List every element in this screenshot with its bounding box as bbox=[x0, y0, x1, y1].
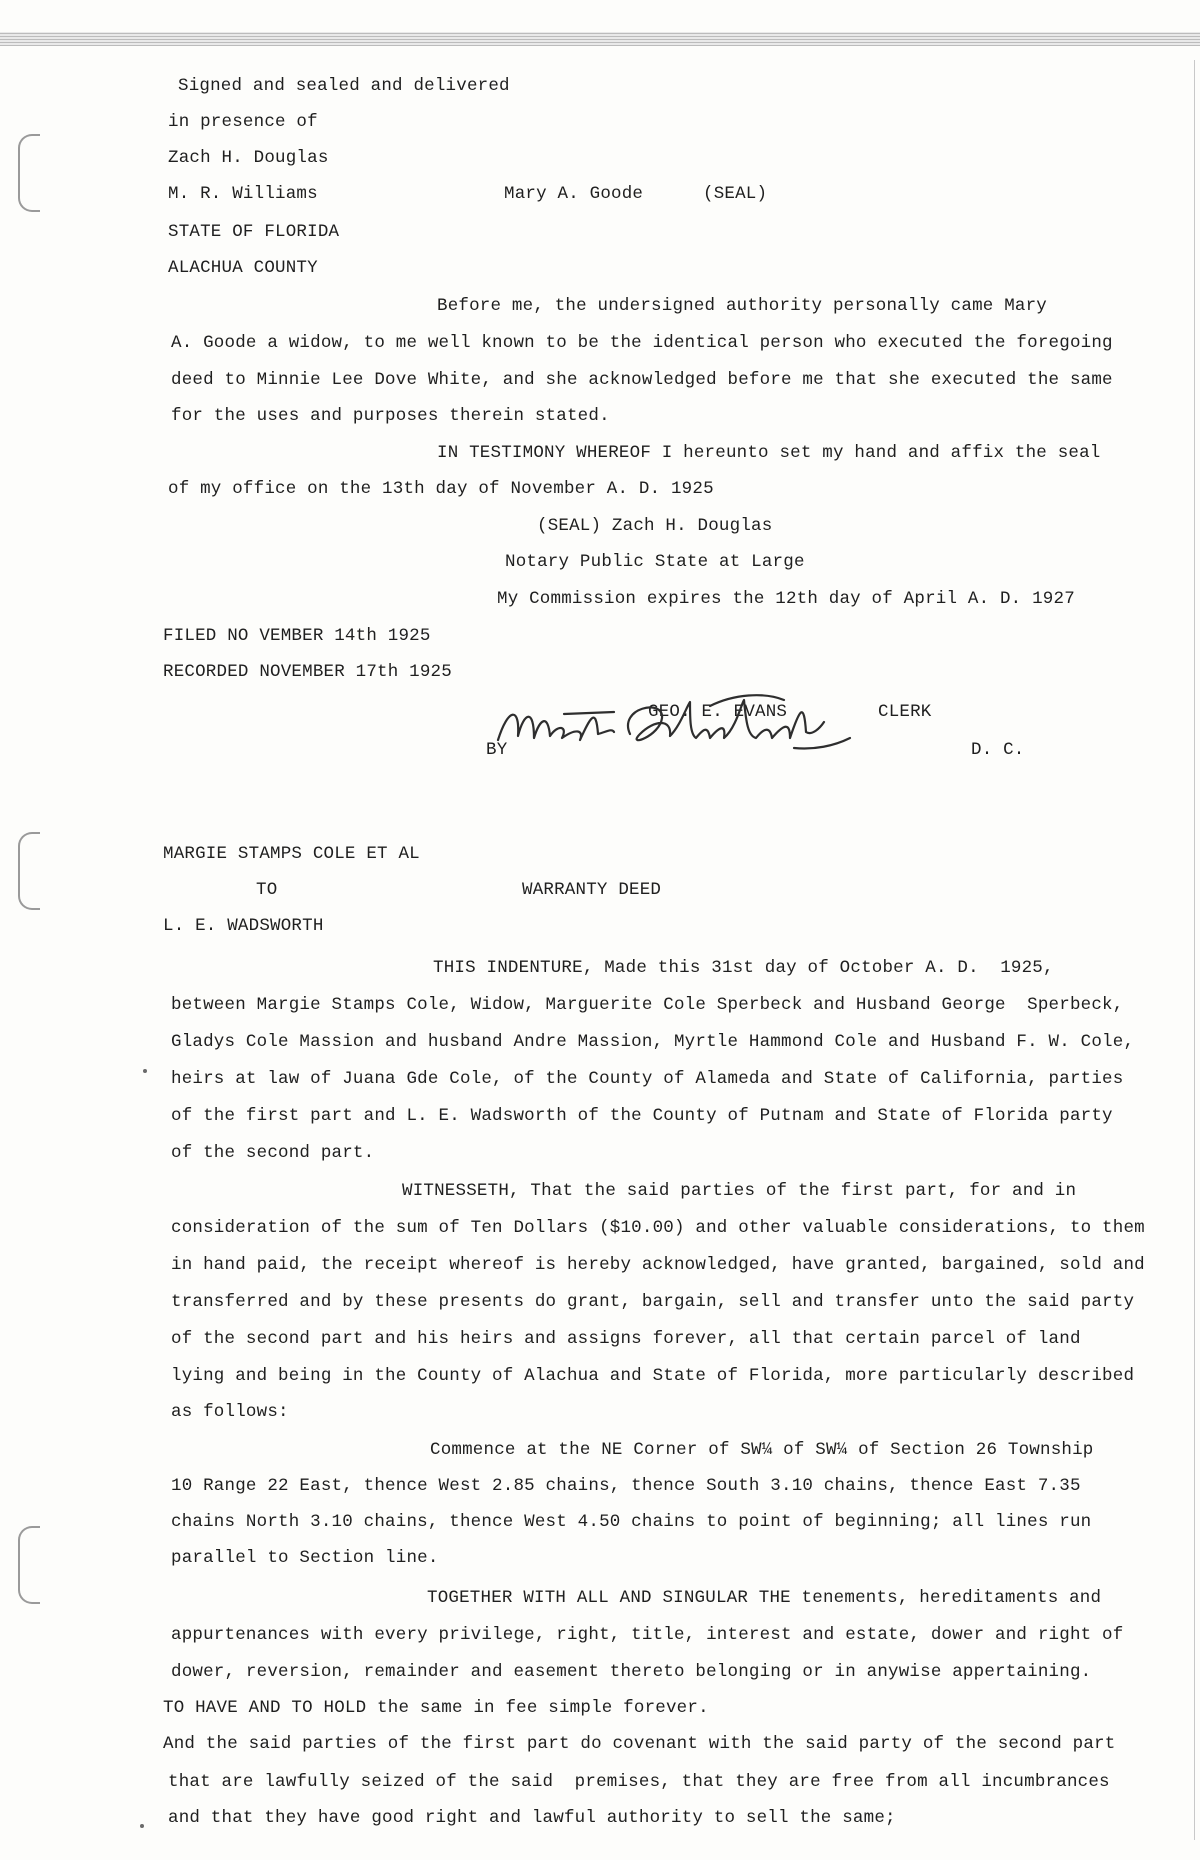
description-line-3: chains North 3.10 chains, thence West 4.50 chains to point of beginning; all lines run bbox=[171, 1512, 1092, 1532]
scan-top-edge bbox=[0, 32, 1200, 46]
clerk-name: GEO. E. EVANS bbox=[648, 702, 788, 722]
indenture-line-1: THIS INDENTURE, Made this 31st day of October A. D. 1925, bbox=[433, 958, 1054, 978]
binding-bracket-bottom bbox=[18, 1526, 40, 1604]
witnesseth-line-4: transferred and by these presents do grant, bargain, sell and transfer unto the said party bbox=[171, 1292, 1135, 1312]
by-label: BY bbox=[486, 740, 508, 760]
indenture-line-5: of the first part and L. E. Wadsworth of the County of Putnam and State of Florida party bbox=[171, 1106, 1113, 1126]
testimony-line: IN TESTIMONY WHEREOF I hereunto set my hand and affix the seal bbox=[437, 443, 1101, 463]
grantee-heading: L. E. WADSWORTH bbox=[163, 916, 324, 936]
indenture-line-3: Gladys Cole Massion and husband Andre Massion, Myrtle Hammond Cole and Husband F. W. Cole, bbox=[171, 1032, 1135, 1052]
witnesseth-line-2: consideration of the sum of Ten Dollars ($10.00) and other valuable considerations, to them bbox=[171, 1218, 1145, 1238]
grantor-seal: (SEAL) bbox=[703, 184, 768, 204]
county-heading: ALACHUA COUNTY bbox=[168, 258, 318, 278]
covenant-line-1: And the said parties of the first part do covenant with the said party of the second part bbox=[163, 1734, 1116, 1754]
to-heading: TO bbox=[256, 880, 278, 900]
together-line-1: TOGETHER WITH ALL AND SINGULAR THE tenements, hereditaments and bbox=[427, 1588, 1102, 1608]
signed-sealed-line: Signed and sealed and delivered bbox=[178, 76, 510, 96]
description-line-1: Commence at the NE Corner of SW¼ of SW¼ of Section 26 Township bbox=[430, 1440, 1094, 1460]
indenture-line-4: heirs at law of Juana Gde Cole, of the County of Alameda and State of California, parties bbox=[171, 1069, 1124, 1089]
description-line-2: 10 Range 22 East, thence West 2.85 chains, thence South 3.10 chains, thence East 7.35 bbox=[171, 1476, 1081, 1496]
witnesseth-line-3: in hand paid, the receipt whereof is hereby acknowledged, have granted, bargained, sold and bbox=[171, 1255, 1145, 1275]
notary-seal-name: (SEAL) Zach H. Douglas bbox=[537, 516, 773, 536]
office-date-line: of my office on the 13th day of November A. D. 1925 bbox=[168, 479, 714, 499]
deputy-clerk: D. C. bbox=[971, 740, 1025, 760]
indenture-line-6: of the second part. bbox=[171, 1143, 375, 1163]
together-line-2: appurtenances with every privilege, right, title, interest and estate, dower and right of bbox=[171, 1625, 1124, 1645]
clerk-title: CLERK bbox=[878, 702, 932, 722]
grantor-signature: Mary A. Goode bbox=[504, 184, 644, 204]
filed-date: FILED NO VEMBER 14th 1925 bbox=[163, 626, 431, 646]
margin-mark bbox=[140, 1824, 144, 1828]
presence-line: in presence of bbox=[168, 112, 318, 132]
grantor-heading: MARGIE STAMPS COLE ET AL bbox=[163, 844, 420, 864]
commission-line: My Commission expires the 12th day of April A. D. 1927 bbox=[497, 589, 1075, 609]
description-line-4: parallel to Section line. bbox=[171, 1548, 439, 1568]
witness-2: M. R. Williams bbox=[168, 184, 318, 204]
witnesseth-line-1: WITNESSETH, That the said parties of the first part, for and in bbox=[402, 1181, 1077, 1201]
recorded-date: RECORDED NOVEMBER 17th 1925 bbox=[163, 662, 452, 682]
witnesseth-line-5: of the second part and his heirs and assigns forever, all that certain parcel of land bbox=[171, 1329, 1081, 1349]
witnesseth-line-6: lying and being in the County of Alachua and State of Florida, more particularly described bbox=[171, 1366, 1135, 1386]
margin-mark bbox=[143, 1069, 147, 1073]
indenture-line-2: between Margie Stamps Cole, Widow, Marguerite Cole Sperbeck and Husband George Sperbeck, bbox=[171, 995, 1124, 1015]
ack-line-2: A. Goode a widow, to me well known to be the identical person who executed the foregoing bbox=[171, 333, 1113, 353]
ack-line-3: deed to Minnie Lee Dove White, and she acknowledged before me that she executed the same bbox=[171, 370, 1113, 390]
ack-line-4: for the uses and purposes therein stated. bbox=[171, 406, 610, 426]
binding-bracket-middle bbox=[18, 832, 40, 910]
witnesseth-line-7: as follows: bbox=[171, 1402, 289, 1422]
witness-1: Zach H. Douglas bbox=[168, 148, 329, 168]
notary-title: Notary Public State at Large bbox=[505, 552, 805, 572]
together-line-3: dower, reversion, remainder and easement thereto belonging or in anywise appertaining. bbox=[171, 1662, 1092, 1682]
deputy-clerk-signature bbox=[494, 688, 856, 762]
covenant-line-2: that are lawfully seized of the said premises, that they are free from all incumbrances bbox=[168, 1772, 1110, 1792]
state-heading: STATE OF FLORIDA bbox=[168, 222, 340, 242]
binding-bracket-top bbox=[18, 134, 40, 212]
deed-type-heading: WARRANTY DEED bbox=[522, 880, 662, 900]
page-right-edge bbox=[1184, 60, 1195, 1840]
covenant-line-3: and that they have good right and lawful authority to sell the same; bbox=[168, 1808, 896, 1828]
habendum-line: TO HAVE AND TO HOLD the same in fee simple forever. bbox=[163, 1698, 709, 1718]
ack-line-1: Before me, the undersigned authority personally came Mary bbox=[437, 296, 1047, 316]
